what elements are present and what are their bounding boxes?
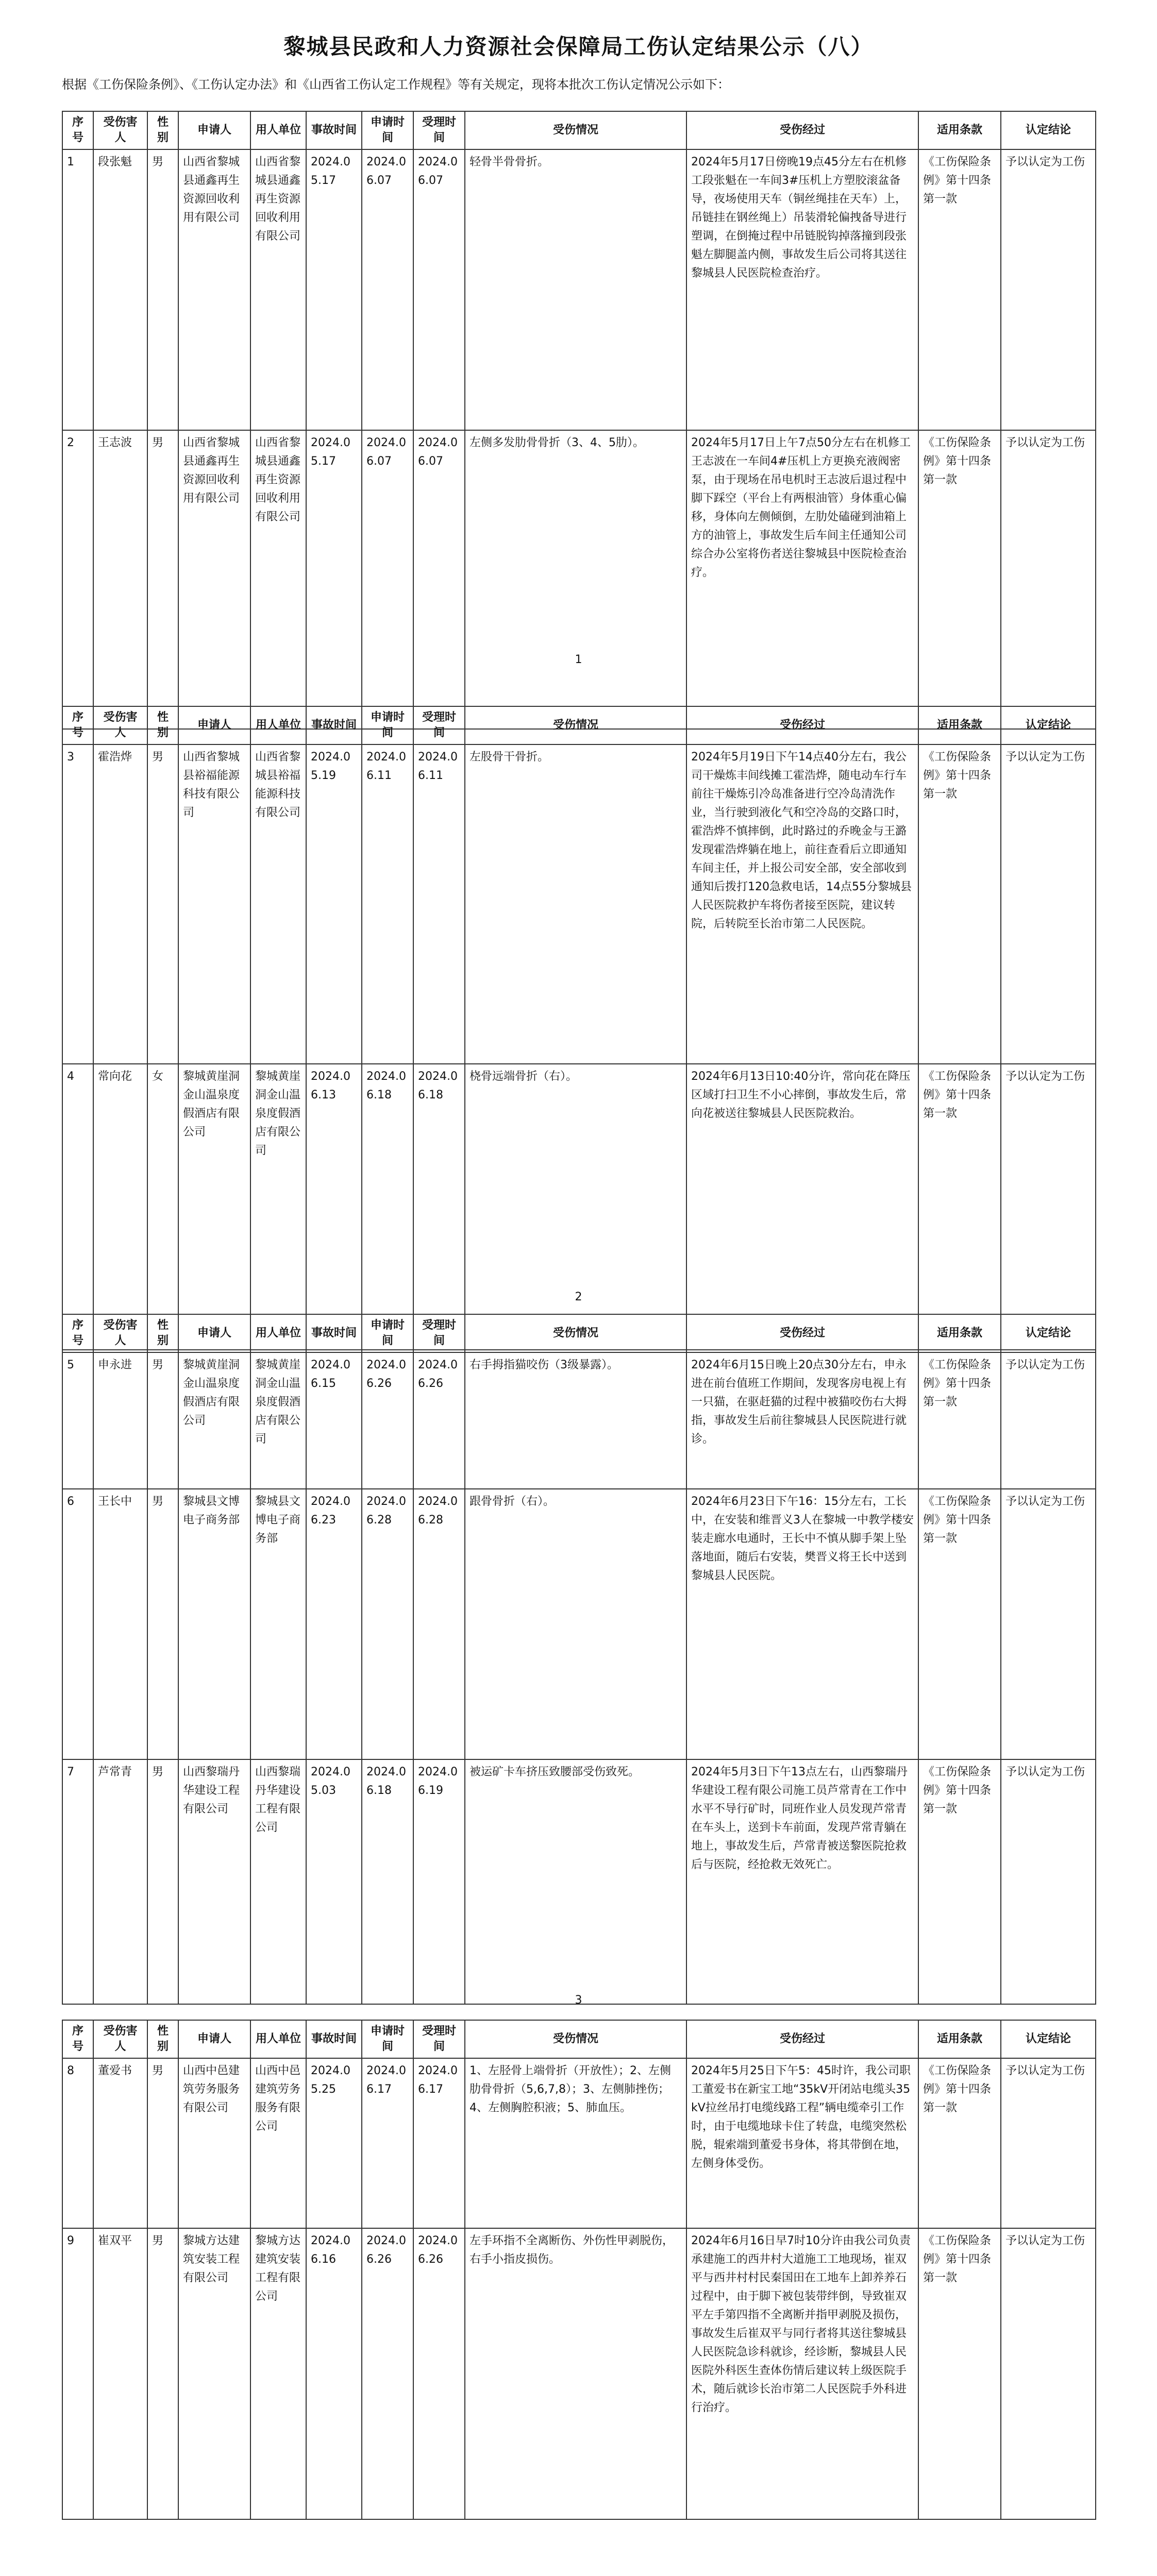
- table-row: [62, 430, 1096, 729]
- column-header-injury-description: 受伤情况: [465, 706, 686, 744]
- column-header-applicant: 申请人: [178, 1314, 250, 1352]
- accident-process: 2024年5月25日下午5：45时许，我公司职工董爱书在新宝工地“35kV开闭站电缆头35kV拉丝吊打电缆线路工程”辆电缆牵引工作时，由于电缆地球卡住了转盘，电缆突然松脱，辊索端到董爱书身体，将其带倒在地，左侧身体受伤。: [686, 2058, 918, 2228]
- apply-time: 2024.06.26: [362, 2228, 413, 2519]
- column-header-injured-name: 受伤害人: [93, 111, 147, 149]
- column-header-accident-process: 受伤经过: [686, 2020, 918, 2058]
- applicable-clause: 《工伤保险条例》第十四条第一款: [918, 1352, 1001, 1489]
- table-header-row: [62, 2020, 1096, 2058]
- applicable-clause: 《工伤保险条例》第十四条第一款: [918, 1759, 1001, 2004]
- applicable-clause: 《工伤保险条例》第十四条第一款: [918, 2058, 1001, 2228]
- accident-time: 2024.05.19: [306, 744, 362, 1064]
- column-header-accident-time: 事故时间: [306, 2020, 362, 2058]
- column-header-conclusion: 认定结论: [1001, 706, 1096, 744]
- accident-time: 2024.05.17: [306, 430, 362, 729]
- accept-time: 2024.06.07: [413, 430, 465, 729]
- injured-name: 芦常青: [93, 1759, 147, 2004]
- injured-name: 董爱书: [93, 2058, 147, 2228]
- column-header-injured-name: 受伤害人: [93, 2020, 147, 2058]
- apply-time: 2024.06.07: [362, 430, 413, 729]
- employer: 黎城方达建筑安装工程有限公司: [250, 2228, 306, 2519]
- table-row: [62, 2228, 1096, 2519]
- column-header-conclusion: 认定结论: [1001, 111, 1096, 149]
- column-header-employer: 用人单位: [250, 2020, 306, 2058]
- column-header-applicable-clause: 适用条款: [918, 111, 1001, 149]
- row-number: 2: [62, 430, 93, 729]
- page-number: 2: [575, 1291, 582, 1303]
- column-header-apply-time: 申请时间: [362, 1314, 413, 1352]
- injury-description: 跟骨骨折（右）。: [465, 1489, 686, 1759]
- injured-name: 霍浩烨: [93, 744, 147, 1064]
- accident-process: 2024年5月3日下午13点左右，山西黎瑞丹华建设工程有限公司施工员芦常青在工作中水平不导行矿时，同班作业人员发现芦常青在车头上，送到卡车前面，发现芦常青躺在地上，事故发生后，芦常青被送黎医院抢救后与医院，经抢救无效死亡。: [686, 1759, 918, 2004]
- row-number: 6: [62, 1489, 93, 1759]
- table-row: [62, 1064, 1096, 1350]
- injury-description: 1、左胫骨上端骨折（开放性）；2、左侧肋骨骨折（5,6,7,8）；3、左侧肺挫伤；4、左侧胸腔积液；5、肺血压。: [465, 2058, 686, 2228]
- column-header-conclusion: 认定结论: [1001, 2020, 1096, 2058]
- column-header-apply-time: 申请时间: [362, 111, 413, 149]
- recognition-table: [62, 1314, 1096, 2005]
- column-header-accept-time: 受理时间: [413, 1314, 465, 1352]
- column-header-row-number: 序号: [62, 1314, 93, 1352]
- column-header-applicant: 申请人: [178, 111, 250, 149]
- table-row: [62, 744, 1096, 1064]
- page-number: 1: [575, 653, 582, 666]
- employer: 黎城黄崖洞金山温泉度假酒店有限公司: [250, 1064, 306, 1350]
- injury-description: 左股骨干骨折。: [465, 744, 686, 1064]
- column-header-apply-time: 申请时间: [362, 2020, 413, 2058]
- applicable-clause: 《工伤保险条例》第十四条第一款: [918, 149, 1001, 430]
- conclusion: 予以认定为工伤: [1001, 2058, 1096, 2228]
- accept-time: 2024.06.26: [413, 2228, 465, 2519]
- gender: 男: [147, 1759, 178, 2004]
- conclusion: 予以认定为工伤: [1001, 430, 1096, 729]
- applicant: 山西中邑建筑劳务服务有限公司: [178, 2058, 250, 2228]
- accept-time: 2024.06.17: [413, 2058, 465, 2228]
- column-header-gender: 性别: [147, 111, 178, 149]
- column-header-accept-time: 受理时间: [413, 706, 465, 744]
- gender: 男: [147, 430, 178, 729]
- column-header-gender: 性别: [147, 2020, 178, 2058]
- applicant: 黎城黄崖洞金山温泉度假酒店有限公司: [178, 1352, 250, 1489]
- apply-time: 2024.06.18: [362, 1759, 413, 2004]
- table-row: [62, 1759, 1096, 2004]
- gender: 男: [147, 1489, 178, 1759]
- apply-time: 2024.06.17: [362, 2058, 413, 2228]
- column-header-row-number: 序号: [62, 706, 93, 744]
- applicant: 山西省黎城县通鑫再生资源回收利用有限公司: [178, 149, 250, 430]
- injury-description: 左手环指不全离断伤、外伤性甲剥脱伤，右手小指皮损伤。: [465, 2228, 686, 2519]
- apply-time: 2024.06.11: [362, 744, 413, 1064]
- accident-time: 2024.06.16: [306, 2228, 362, 2519]
- column-header-gender: 性别: [147, 1314, 178, 1352]
- injured-name: 常向花: [93, 1064, 147, 1350]
- applicant: 山西省黎城县通鑫再生资源回收利用有限公司: [178, 430, 250, 729]
- table-header-row: [62, 111, 1096, 149]
- column-header-accident-process: 受伤经过: [686, 706, 918, 744]
- column-header-applicable-clause: 适用条款: [918, 1314, 1001, 1352]
- applicant: 黎城黄崖洞金山温泉度假酒店有限公司: [178, 1064, 250, 1350]
- table-header-row: [62, 706, 1096, 744]
- accident-time: 2024.06.23: [306, 1489, 362, 1759]
- column-header-applicant: 申请人: [178, 706, 250, 744]
- column-header-injury-description: 受伤情况: [465, 1314, 686, 1352]
- accident-process: 2024年6月15日晚上20点30分左右，申永进在前台值班工作期间，发现客房电视上有一只猫，在驱赶猫的过程中被猫咬伤右大拇指，事故发生后前往黎城县人民医院进行就诊。: [686, 1352, 918, 1489]
- applicable-clause: 《工伤保险条例》第十四条第一款: [918, 1489, 1001, 1759]
- column-header-employer: 用人单位: [250, 1314, 306, 1352]
- injury-description: 被运矿卡车挤压致腰部受伤致死。: [465, 1759, 686, 2004]
- gender: 女: [147, 1064, 178, 1350]
- column-header-accident-time: 事故时间: [306, 1314, 362, 1352]
- accept-time: 2024.06.07: [413, 149, 465, 430]
- employer: 山西省黎城县通鑫再生资源回收利用有限公司: [250, 430, 306, 729]
- column-header-conclusion: 认定结论: [1001, 1314, 1096, 1352]
- conclusion: 予以认定为工伤: [1001, 2228, 1096, 2519]
- row-number: 8: [62, 2058, 93, 2228]
- employer: 山西省黎城县通鑫再生资源回收利用有限公司: [250, 149, 306, 430]
- conclusion: 予以认定为工伤: [1001, 1352, 1096, 1489]
- employer: 山西省黎城县裕福能源科技有限公司: [250, 744, 306, 1064]
- employer: 黎城县文博电子商务部: [250, 1489, 306, 1759]
- apply-time: 2024.06.07: [362, 149, 413, 430]
- conclusion: 予以认定为工伤: [1001, 1759, 1096, 2004]
- accident-time: 2024.06.15: [306, 1352, 362, 1489]
- column-header-employer: 用人单位: [250, 706, 306, 744]
- table-row: [62, 149, 1096, 430]
- conclusion: 予以认定为工伤: [1001, 149, 1096, 430]
- row-number: 5: [62, 1352, 93, 1489]
- accept-time: 2024.06.26: [413, 1352, 465, 1489]
- row-number: 3: [62, 744, 93, 1064]
- employer: 黎城黄崖洞金山温泉度假酒店有限公司: [250, 1352, 306, 1489]
- apply-time: 2024.06.26: [362, 1352, 413, 1489]
- accident-process: 2024年6月13日10:40分许，常向花在降压区域打扫卫生不小心摔倒，事故发生后，常向花被送往黎城县人民医院救治。: [686, 1064, 918, 1350]
- applicable-clause: 《工伤保险条例》第十四条第一款: [918, 744, 1001, 1064]
- column-header-applicable-clause: 适用条款: [918, 2020, 1001, 2058]
- page-title: 黎城县民政和人力资源社会保障局工伤认定结果公示（八）: [283, 34, 874, 59]
- injury-description: 左侧多发肋骨骨折（3、4、5肋）。: [465, 430, 686, 729]
- accident-process: 2024年5月19日下午14点40分左右，我公司干燥炼丰间线摊工霍浩烨，随电动车行车前往干燥炼引冷岛准备进行空冷岛清洗作业，当行驶到液化气和空冷岛的交路口时，霍浩烨不慎摔倒，此时路过的乔晚金与王潞发现霍浩烨躺在地上，前往查看后立即通知车间主任，并上报公司安全部，安全部收到通知后拨打120急救电话，14点55分黎城县人民医院救护车将伤者接至医院，建议转院，后转院至长治市第二人民医院。: [686, 744, 918, 1064]
- accident-process: 2024年6月23日下午16：15分左右，工长中，在安装和维晋义3人在黎城一中教学楼安装走廊水电通时，王长中不慎从脚手架上坠落地面，随后右安装，樊晋义将王长中送到黎城县人民医院。: [686, 1489, 918, 1759]
- intro-text: 根据《工伤保险条例》、《工伤认定办法》和《山西省工伤认定工作规程》等有关规定，现将本批次工伤认定情况公示如下：: [62, 77, 730, 92]
- accident-time: 2024.05.17: [306, 149, 362, 430]
- column-header-injury-description: 受伤情况: [465, 2020, 686, 2058]
- row-number: 7: [62, 1759, 93, 2004]
- applicant: 黎城县文博电子商务部: [178, 1489, 250, 1759]
- recognition-table: [62, 706, 1096, 1350]
- row-number: 4: [62, 1064, 93, 1350]
- gender: 男: [147, 2058, 178, 2228]
- gender: 男: [147, 1352, 178, 1489]
- table-header-row: [62, 1314, 1096, 1352]
- column-header-injured-name: 受伤害人: [93, 706, 147, 744]
- employer: 山西黎瑞丹华建设工程有限公司: [250, 1759, 306, 2004]
- column-header-employer: 用人单位: [250, 111, 306, 149]
- injured-name: 王长中: [93, 1489, 147, 1759]
- injury-description: 桡骨远端骨折（右）。: [465, 1064, 686, 1350]
- apply-time: 2024.06.28: [362, 1489, 413, 1759]
- injury-description: 轻骨半骨骨折。: [465, 149, 686, 430]
- applicable-clause: 《工伤保险条例》第十四条第一款: [918, 1064, 1001, 1350]
- row-number: 9: [62, 2228, 93, 2519]
- column-header-applicant: 申请人: [178, 2020, 250, 2058]
- column-header-accident-time: 事故时间: [306, 111, 362, 149]
- gender: 男: [147, 2228, 178, 2519]
- column-header-accept-time: 受理时间: [413, 111, 465, 149]
- conclusion: 予以认定为工伤: [1001, 1489, 1096, 1759]
- accident-time: 2024.05.03: [306, 1759, 362, 2004]
- injured-name: 申永进: [93, 1352, 147, 1489]
- accept-time: 2024.06.18: [413, 1064, 465, 1350]
- accept-time: 2024.06.19: [413, 1759, 465, 2004]
- accident-process: 2024年6月16日早7时10分许由我公司负责承建施工的西井村大道施工工地现场，崔双平与西井村村民秦国田在工地车上卸养养石过程中，由于脚下被包装带绊倒，导致崔双平左手第四指不全离断并指甲剥脱及损伤，事故发生后崔双平与同行者将其送往黎城县人民医院急诊科就诊，经诊断，黎城县人民医院外科医生查体伤情后建议转上级医院手术，随后就诊长治市第二人民医院手外科进行治疗。: [686, 2228, 918, 2519]
- accident-time: 2024.05.25: [306, 2058, 362, 2228]
- applicable-clause: 《工伤保险条例》第十四条第一款: [918, 2228, 1001, 2519]
- applicant: 山西黎瑞丹华建设工程有限公司: [178, 1759, 250, 2004]
- column-header-accident-time: 事故时间: [306, 706, 362, 744]
- column-header-injury-description: 受伤情况: [465, 111, 686, 149]
- accident-process: 2024年5月17日上午7点50分左右在机修工王志波在一车间4#压机上方更换充液阀密泵，由于现场在吊电机时王志波后退过程中脚下踩空（平台上有两根油管）身体重心偏移，身体向左侧倾倒，左肋处磕碰到油箱上方的油管上，事故发生后车间主任通知公司综合办公室将伤者送往黎城县中医院检查治疗。: [686, 430, 918, 729]
- injured-name: 王志波: [93, 430, 147, 729]
- conclusion: 予以认定为工伤: [1001, 1064, 1096, 1350]
- employer: 山西中邑建筑劳务服务有限公司: [250, 2058, 306, 2228]
- accept-time: 2024.06.28: [413, 1489, 465, 1759]
- column-header-apply-time: 申请时间: [362, 706, 413, 744]
- accident-time: 2024.06.13: [306, 1064, 362, 1350]
- applicant: 山西省黎城县裕福能源科技有限公司: [178, 744, 250, 1064]
- column-header-applicable-clause: 适用条款: [918, 706, 1001, 744]
- column-header-row-number: 序号: [62, 111, 93, 149]
- injury-description: 右手拇指猫咬伤（3级暴露）。: [465, 1352, 686, 1489]
- column-header-accept-time: 受理时间: [413, 2020, 465, 2058]
- column-header-accident-process: 受伤经过: [686, 111, 918, 149]
- applicant: 黎城方达建筑安装工程有限公司: [178, 2228, 250, 2519]
- column-header-row-number: 序号: [62, 2020, 93, 2058]
- accept-time: 2024.06.11: [413, 744, 465, 1064]
- injured-name: 段张魁: [93, 149, 147, 430]
- table-row: [62, 1489, 1096, 1759]
- recognition-table: [62, 111, 1096, 730]
- column-header-gender: 性别: [147, 706, 178, 744]
- column-header-accident-process: 受伤经过: [686, 1314, 918, 1352]
- gender: 男: [147, 149, 178, 430]
- conclusion: 予以认定为工伤: [1001, 744, 1096, 1064]
- apply-time: 2024.06.18: [362, 1064, 413, 1350]
- gender: 男: [147, 744, 178, 1064]
- table-row: [62, 2058, 1096, 2228]
- accident-process: 2024年5月17日傍晚19点45分左右在机修工段张魁在一车间3#压机上方塑胶滚盆备导，夜场使用天车（铜丝绳挂在天车）上，吊链挂在钢丝绳上）吊装滑轮偏拽备导进行塑调，在倒掩过程中吊链脱钩掉落撞到段张魁左脚腿盖内侧，事故发生后公司将其送往黎城县人民医院检查治疗。: [686, 149, 918, 430]
- column-header-injured-name: 受伤害人: [93, 1314, 147, 1352]
- row-number: 1: [62, 149, 93, 430]
- page-number: 3: [575, 1994, 582, 2007]
- table-row: [62, 1352, 1096, 1489]
- applicable-clause: 《工伤保险条例》第十四条第一款: [918, 430, 1001, 729]
- injured-name: 崔双平: [93, 2228, 147, 2519]
- recognition-table: [62, 2020, 1096, 2520]
